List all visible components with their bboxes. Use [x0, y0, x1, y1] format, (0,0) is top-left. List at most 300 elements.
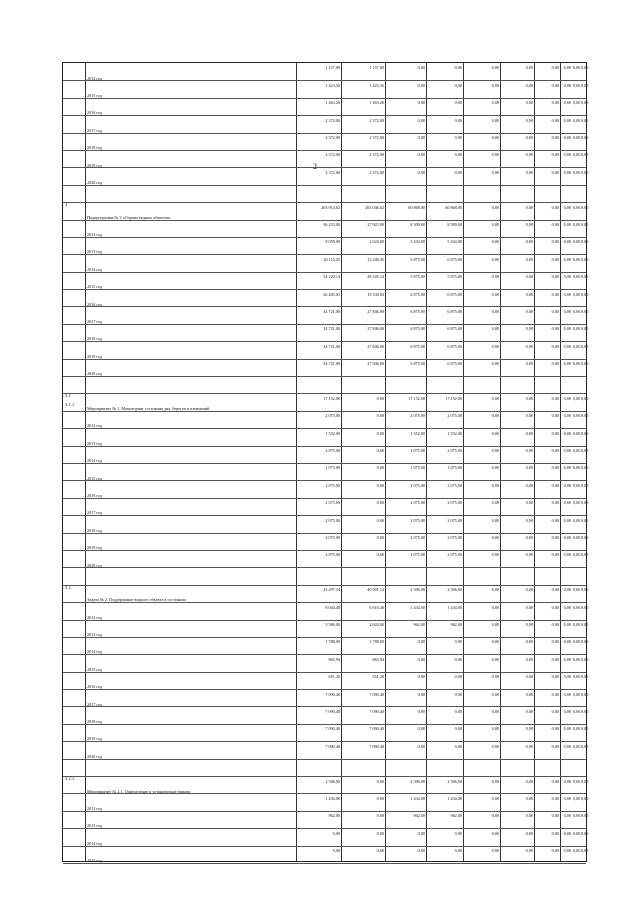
table-cell: 2 075,00	[447, 413, 462, 419]
table-cell: 0,00	[376, 465, 384, 471]
table-cell: 0,00	[525, 830, 533, 836]
table-cell: 0,00	[525, 100, 533, 106]
table-row-label: 2017 год	[87, 510, 103, 516]
table-cell: 0,00	[573, 500, 581, 506]
table-cell: 0,00	[563, 152, 571, 158]
table-row-divider	[63, 463, 586, 464]
table-cell: 0,00	[573, 465, 581, 471]
table-row-divider	[63, 550, 586, 551]
table-cell: 0,00	[525, 413, 533, 419]
table-cell: 0,00	[491, 517, 499, 523]
table-cell: 0,00	[581, 413, 589, 419]
table-cell: 6 875,00	[410, 326, 425, 332]
table-row-label: 2018 год	[87, 336, 103, 342]
table-cell: 0,00	[525, 204, 533, 210]
table-cell: 0,00	[551, 308, 559, 314]
table-cell: 40 901,14	[367, 587, 384, 593]
table-cell: 0,00	[551, 691, 559, 697]
table-cell: 0,00	[525, 552, 533, 558]
table-cell: 2 075,00	[410, 482, 425, 488]
table-cell: 1 434,00	[325, 795, 340, 801]
table-cell: 0,00	[491, 239, 499, 245]
table-cell: 0,00	[491, 656, 499, 662]
table-cell: 0,00	[551, 343, 559, 349]
table-cell: 0,00	[525, 795, 533, 801]
table-cell: 0,00	[491, 813, 499, 819]
table-cell: 0,00	[581, 169, 589, 175]
table-cell: 0,00	[376, 500, 384, 506]
table-cell: 962,00	[413, 813, 425, 819]
table-cell: 0,00	[551, 100, 559, 106]
table-cell: 0,00	[417, 135, 425, 141]
table-cell: 0,00	[551, 117, 559, 123]
table-cell: 0,00	[573, 743, 581, 749]
table-cell: 2 396,00	[325, 778, 340, 784]
table-cell: 2 075,00	[410, 517, 425, 523]
table-cell: 0,00	[525, 308, 533, 314]
table-cell: 865,94	[372, 656, 384, 662]
table-cell: 0,00	[581, 743, 589, 749]
table-cell: 60 868,00	[445, 204, 462, 210]
table-cell: 0,00	[551, 256, 559, 262]
table-cell: 27 846,00	[367, 308, 384, 314]
table-cell: 0,00	[551, 430, 559, 436]
table-cell: 0,00	[525, 291, 533, 297]
table-cell: 962,00	[450, 622, 462, 627]
table-cell: 962,00	[450, 813, 462, 819]
table-cell: 7 090,40	[325, 743, 340, 749]
table-cell: 1 788,00	[369, 639, 384, 645]
table-cell: 2 075,00	[325, 500, 340, 506]
table-cell: 0,00	[581, 65, 589, 71]
table-cell: 0,00	[581, 778, 589, 784]
table-cell: 0,00	[581, 274, 589, 280]
table-cell: 0,00	[581, 308, 589, 314]
table-cell: 0,00	[551, 500, 559, 506]
table-cell: 43 297,14	[323, 587, 340, 593]
table-cell: 203 046,62	[365, 204, 384, 210]
table-cell: 0,00	[417, 169, 425, 175]
table-cell: 0,00	[573, 795, 581, 801]
table-cell: 0,00	[563, 448, 571, 454]
table-cell: 0,00	[551, 82, 559, 88]
table-cell: 0,00	[573, 82, 581, 88]
table-cell: 1 434,00	[410, 795, 425, 801]
table-row-divider	[63, 776, 586, 777]
table-cell: 7 090,40	[369, 691, 384, 697]
table-cell: 0,00	[525, 743, 533, 749]
table-cell: 0,00	[563, 691, 571, 697]
table-cell: 0,00	[551, 413, 559, 419]
table-cell: 0,00	[581, 291, 589, 297]
table-cell: 0,00	[551, 674, 559, 680]
table-cell: 0,00	[491, 256, 499, 262]
table-cell: 0,00	[563, 743, 571, 749]
table-cell: 2 075,00	[325, 517, 340, 523]
table-cell: 0,00	[525, 274, 533, 280]
table-cell: 0,00	[454, 848, 462, 854]
table-cell: 6 875,00	[410, 361, 425, 367]
table-cell: 1 075,00	[410, 465, 425, 471]
table-cell: 2 396,00	[447, 778, 462, 784]
table-cell: 0,00	[491, 604, 499, 610]
table-cell: 0,00	[376, 535, 384, 541]
table-cell: 0,00	[563, 82, 571, 88]
table-cell: 651,20	[328, 674, 340, 680]
section-number: 3.2.1.	[65, 776, 76, 782]
table-cell: 2 075,00	[325, 535, 340, 541]
table-row-label: 2012 год	[87, 232, 103, 238]
table-cell: 962,00	[413, 622, 425, 627]
table-cell: 0,00	[417, 691, 425, 697]
table-cell: 651,20	[372, 674, 384, 680]
table-cell: 0,00	[491, 778, 499, 784]
table-cell: 0,00	[573, 813, 581, 819]
table-cell: 0,00	[417, 743, 425, 749]
table-cell: 0,00	[491, 674, 499, 680]
table-cell: 0,00	[581, 656, 589, 662]
table-cell: 0,00	[581, 326, 589, 332]
table-cell: 0,00	[573, 482, 581, 488]
table-cell: 0,00	[551, 326, 559, 332]
table-cell: 0,00	[525, 343, 533, 349]
table-cell: 7 090,40	[325, 726, 340, 732]
table-row-divider	[63, 80, 586, 81]
table-row-label: 2014 год	[87, 458, 103, 464]
table-cell: 0,00	[417, 152, 425, 158]
table-cell: 0,00	[581, 500, 589, 506]
table-cell: 0,00	[573, 448, 581, 454]
table-cell: 0,00	[573, 535, 581, 541]
table-cell: 1 463,20	[369, 100, 384, 106]
table-cell: 0,00	[573, 708, 581, 714]
table-cell: 0,00	[525, 465, 533, 471]
table-cell: 0,00	[491, 848, 499, 854]
table-cell: 0,00	[551, 639, 559, 645]
table-cell: 0,00	[581, 239, 589, 245]
table-cell: 0,00	[563, 639, 571, 645]
table-cell: 1 157,00	[369, 65, 384, 71]
table-cell: 0,00	[551, 587, 559, 593]
table-cell: 17 152,00	[445, 395, 462, 401]
table-cell: 0,00	[551, 778, 559, 784]
table-cell: 2 624,00	[369, 622, 384, 627]
table-cell: 0,00	[581, 117, 589, 123]
table-cell: 20 115,45	[323, 256, 340, 262]
table-cell: 0,00	[581, 256, 589, 262]
table-cell: 0,00	[525, 169, 533, 175]
table-cell: 0,00	[454, 743, 462, 749]
table-cell: 0,00	[563, 465, 571, 471]
table-cell: 0,00	[573, 517, 581, 523]
table-cell: 0,00	[581, 395, 589, 401]
table-cell: 0,00	[376, 448, 384, 454]
table-cell: 0,00	[551, 517, 559, 523]
table-cell: 0,00	[551, 656, 559, 662]
table-row-label: Подпрограмма № 3 «Охрана водных объектов»	[87, 214, 172, 220]
table-cell: 0,00	[573, 604, 581, 610]
table-cell: 0,00	[551, 743, 559, 749]
table-cell: 2 372,00	[325, 117, 340, 123]
table-cell: 0,00	[551, 274, 559, 280]
table-cell: 0,00	[491, 743, 499, 749]
table-cell: 0,00	[525, 674, 533, 680]
table-cell: 2 075,00	[410, 448, 425, 454]
table-cell: 0,00	[491, 482, 499, 488]
table-cell: 0,00	[491, 291, 499, 297]
table-cell: 0,00	[581, 465, 589, 471]
table-cell: 2 396,00	[410, 587, 425, 593]
table-row-divider	[63, 846, 586, 847]
table-cell: 0,00	[563, 65, 571, 71]
table-cell: 0,00	[551, 726, 559, 732]
table-cell: 0,00	[563, 135, 571, 141]
table-cell: 2 372,00	[369, 152, 384, 158]
table-row-divider	[63, 306, 586, 307]
table-row-label: 2015 год	[87, 92, 103, 98]
table-cell: 0,00	[573, 691, 581, 697]
table-cell: 0,00	[563, 326, 571, 332]
table-cell: 6 610,40	[369, 604, 384, 610]
table-cell: 27 923,00	[367, 222, 384, 227]
table-cell: 8 058,00	[325, 239, 340, 245]
table-cell: 0,00	[563, 587, 571, 593]
table-cell: 0,00	[525, 778, 533, 784]
table-row-label: 2019 год	[87, 736, 103, 742]
table-cell: 1 157,00	[325, 65, 340, 71]
table-cell: 0,00	[551, 830, 559, 836]
table-cell: 0,00	[573, 117, 581, 123]
table-cell: 2 075,00	[325, 448, 340, 454]
table-cell: 0,00	[417, 117, 425, 123]
table-cell: 0,00	[581, 100, 589, 106]
table-cell: 0,00	[491, 708, 499, 714]
table-cell: 0,00	[491, 169, 499, 175]
table-cell: 0,00	[491, 274, 499, 280]
table-cell: 1 075,00	[325, 465, 340, 471]
table-cell: 0,00	[525, 622, 533, 627]
table-cell: 0,00	[551, 848, 559, 854]
table-row-label: 2014 год	[87, 649, 103, 655]
table-cell: 0,00	[581, 674, 589, 680]
table-cell: 2 075,00	[410, 552, 425, 558]
table-cell: 0,00	[573, 204, 581, 210]
table-cell: 6 875,00	[447, 256, 462, 262]
table-row-divider	[63, 254, 586, 255]
table-cell: 0,00	[454, 135, 462, 141]
table-cell: 1 075,00	[447, 465, 462, 471]
table-row-divider	[63, 637, 586, 638]
table-cell: 0,00	[525, 656, 533, 662]
table-cell: 6 875,00	[447, 326, 462, 332]
table-row-label: 2018 год	[87, 719, 103, 725]
table-cell: 2 075,00	[410, 535, 425, 541]
table-cell: 0,00	[581, 639, 589, 645]
table-cell: 0,00	[551, 291, 559, 297]
table-row-label: 2015 год	[87, 858, 103, 864]
table-cell: 0,00	[525, 639, 533, 645]
table-row-divider	[63, 272, 586, 273]
table-cell: 0,00	[454, 117, 462, 123]
table-row-divider	[63, 98, 586, 99]
table-cell: 0,00	[454, 708, 462, 714]
table-cell: 2 075,00	[410, 500, 425, 506]
table-cell: 0,00	[417, 726, 425, 732]
table-cell: 0,00	[491, 361, 499, 367]
table-cell: 0,00	[573, 65, 581, 71]
table-cell: 0,00	[491, 639, 499, 645]
table-cell: 2 624,00	[369, 239, 384, 245]
table-cell: 0,00	[491, 395, 499, 401]
table-cell: 36 233,00	[323, 222, 340, 227]
table-cell: 6 875,00	[447, 308, 462, 314]
table-cell: 34 721,00	[323, 361, 340, 367]
table-cell: 0,00	[525, 517, 533, 523]
table-cell: 0,00	[491, 100, 499, 106]
table-cell: 6 875,00	[447, 343, 462, 349]
table-cell: 263 914,62	[321, 204, 340, 210]
table-cell: 0,00	[563, 604, 571, 610]
table-row-label: 2017 год	[87, 127, 103, 133]
table-cell: 0,00	[581, 361, 589, 367]
table-cell: 0,00	[581, 708, 589, 714]
table-cell: 0,00	[525, 135, 533, 141]
table-cell: 1 434,00	[447, 604, 462, 610]
table-row-divider	[63, 828, 586, 829]
table-row-divider	[63, 393, 586, 394]
table-cell: 0,00	[581, 848, 589, 854]
table-cell: 0,00	[376, 795, 384, 801]
table-cell: 0,00	[573, 239, 581, 245]
table-cell: 0,00	[491, 413, 499, 419]
table-cell: 0,00	[417, 708, 425, 714]
table-row-divider	[63, 237, 586, 238]
table-cell: 0,00	[563, 535, 571, 541]
table-cell: 0,00	[525, 222, 533, 227]
table-cell: 0,00	[454, 152, 462, 158]
table-cell: 26 405,03	[323, 291, 340, 297]
table-cell: 0,00	[525, 82, 533, 88]
table-cell: 0,00	[563, 674, 571, 680]
table-cell: 1 434,00	[447, 795, 462, 801]
table-cell: 0,00	[454, 830, 462, 836]
table-cell: 0,00	[525, 726, 533, 732]
table-row-divider	[63, 533, 586, 534]
table-cell: 0,00	[563, 656, 571, 662]
table-cell: 0,00	[525, 430, 533, 436]
table-row-label: 2012 год	[87, 423, 103, 429]
table-cell: 0,00	[563, 430, 571, 436]
table-cell: 0,00	[581, 222, 589, 227]
table-cell: 0,00	[491, 343, 499, 349]
table-row-divider	[63, 620, 586, 621]
table-row-label: 2013 год	[87, 632, 103, 638]
table-cell: 0,00	[491, 152, 499, 158]
table-cell: 0,00	[551, 708, 559, 714]
table-cell: 0,00	[573, 100, 581, 106]
table-cell: 7 090,40	[369, 743, 384, 749]
table-row-label: 2012 год	[87, 806, 103, 811]
table-cell: 0,00	[551, 604, 559, 610]
table-row-divider	[63, 811, 586, 812]
table-cell: 2 075,00	[325, 482, 340, 488]
table-cell: 3 586,00	[325, 622, 340, 627]
table-row-divider	[63, 654, 586, 655]
table-cell: 0,00	[581, 587, 589, 593]
table-cell: 17 152,00	[408, 395, 425, 401]
table-row-label: 2014 год	[87, 266, 103, 272]
table-cell: 0,00	[525, 604, 533, 610]
table-cell: 0,00	[563, 813, 571, 819]
table-cell: 0,00	[491, 830, 499, 836]
table-row-label: 2013 год	[87, 823, 103, 829]
table-cell: 0,00	[573, 152, 581, 158]
table-row-divider	[63, 359, 586, 360]
table-cell: 6 875,00	[410, 291, 425, 297]
table-cell: 0,00	[551, 448, 559, 454]
table-row-divider	[63, 480, 586, 481]
table-row-label: 2019 год	[87, 162, 103, 168]
table-row-divider	[63, 324, 586, 325]
table-cell: 0,00	[563, 204, 571, 210]
table-cell: 2 075,00	[447, 517, 462, 523]
table-cell: 0,00	[454, 100, 462, 106]
table-cell: 0,00	[454, 82, 462, 88]
table-cell: 0,00	[563, 622, 571, 627]
table-cell: 0,00	[573, 308, 581, 314]
table-row-divider	[63, 741, 586, 742]
table-cell: 5 434,00	[410, 239, 425, 245]
table-cell: 0,00	[551, 552, 559, 558]
table-cell: 0,00	[376, 552, 384, 558]
table-row-label: 2016 год	[87, 301, 103, 307]
table-cell: 13 240,45	[367, 256, 384, 262]
table-row-label: 2015 год	[87, 284, 103, 290]
table-cell: 0,00	[454, 169, 462, 175]
table-cell: 17 152,00	[323, 395, 340, 401]
table-cell: 2 396,00	[447, 587, 462, 593]
table-cell: 1 552,00	[325, 430, 340, 436]
table-cell: 2 075,00	[447, 552, 462, 558]
table-cell: 0,00	[573, 274, 581, 280]
table-cell: 0,00	[573, 587, 581, 593]
table-row-label: 2016 год	[87, 110, 103, 116]
table-cell: 0,00	[581, 726, 589, 732]
table-cell: 0,00	[454, 691, 462, 697]
table-cell: 2 075,00	[447, 535, 462, 541]
table-cell: 0,00	[491, 65, 499, 71]
table-cell: 0,00	[573, 848, 581, 854]
section-number: 3.1.	[65, 393, 72, 399]
table-cell: 0,00	[563, 848, 571, 854]
table-cell: 0,00	[573, 135, 581, 141]
table-cell: 0,00	[551, 622, 559, 627]
table-cell: 0,00	[573, 395, 581, 401]
table-cell: 0,00	[525, 395, 533, 401]
table-cell: 6 875,00	[410, 256, 425, 262]
table-cell: 0,00	[551, 813, 559, 819]
table-cell: 0,00	[581, 552, 589, 558]
table-cell: 0,00	[581, 343, 589, 349]
table-cell: 0,00	[417, 848, 425, 854]
table-cell: 0,00	[491, 500, 499, 506]
table-row-divider	[63, 446, 586, 447]
table-cell: 0,00	[581, 691, 589, 697]
table-cell: 0,00	[491, 587, 499, 593]
table-cell: 0,00	[563, 517, 571, 523]
table-cell: 2 075,00	[447, 448, 462, 454]
table-row-divider	[63, 376, 586, 377]
